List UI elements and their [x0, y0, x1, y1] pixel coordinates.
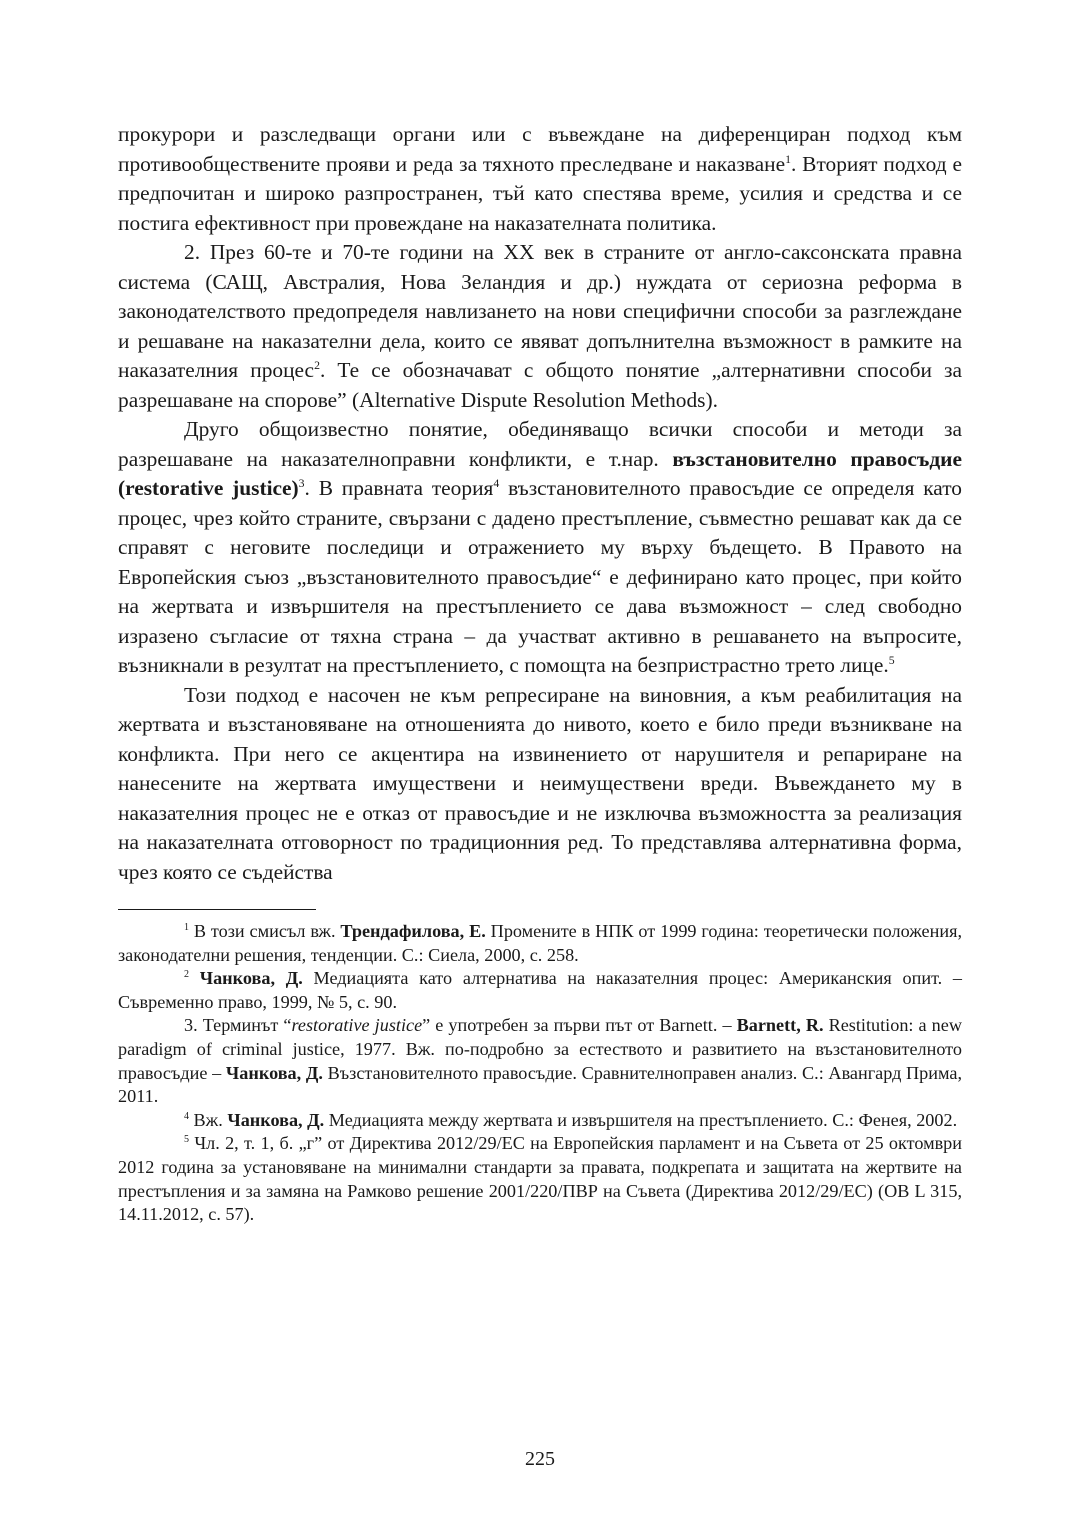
text-run [189, 968, 200, 988]
footnote-separator [118, 909, 316, 910]
text-run: възстановителното правосъдие се определя като процес, чрез който страните, свързани с дадено престъпление, съвместно решават как да се справят с неговите последици и отражението му върху бъдещето. В Правото на Европейския съюз „възстановителното правосъдие“ е дефинирано като процес, при който на жертвата и извършителя на престъплението се дава възможност – след свободно изразено съгласие от тяхна страна – да участват активно в решаването на въпросите, възникнали в резултат на престъплението, с помощта на безпристрастно трето лице. [118, 476, 962, 677]
text-run: прокурори и разследващи органи или с въвеждане на диференциран подход към противообществените прояви и реда за тяхното преследване и наказване [118, 122, 962, 176]
document-page [118, 120, 962, 1227]
paragraph-3 [118, 415, 962, 681]
paragraph-2 [118, 238, 962, 415]
text-run: 3. Терминът “ [184, 1015, 292, 1036]
text-run: Медиацията като алтернатива на наказателния процес: Американския опит. – Съвременно право, 1999, № 5, с. 90. [118, 968, 963, 1012]
text-run: Вж. [189, 1109, 228, 1130]
paragraph-1 [118, 120, 962, 238]
footnote-4 [118, 1109, 962, 1133]
bold-term: възстановително правосъдие (restorative justice) [118, 446, 962, 500]
footnote-3 [118, 1014, 962, 1108]
author-name: Чанкова, Д. [199, 968, 303, 989]
footnote-number: 1 [184, 921, 189, 933]
text-run: . Вторият подход е предпочитан и широко разпространен, тъй като спестява време, усилия и средства и се постига ефективност при провеждане на наказателната политика. [118, 151, 963, 235]
text-run: Промените в НПК от 1999 година: теоретически положения, законодателни решения, тенденции. С.: Сиела, 2000, с. 258. [118, 921, 962, 965]
author-name: Barnett, R. [736, 1015, 824, 1036]
footnote-ref: 2 [314, 358, 320, 372]
footnote-1 [118, 920, 962, 967]
text-run: Друго общоизвестно понятие, обединяващо всички способи и методи за разрешаване на наказателноправни конфликти, е т.нар. [118, 417, 962, 471]
footnote-ref: 1 [785, 152, 791, 166]
text-run: ” е употребен за първи път от Barnett. – [422, 1015, 737, 1036]
text-run: Restitution: a new paradigm of criminal justice, 1977. Вж. по-подробно за естеството и развитието на възстановителното правосъдие – [118, 1015, 962, 1083]
text-run: Чл. 2, т. 1, б. „г” от Директива 2012/29/ЕС на Европейския парламент и на Съвета от 25 октомври 2012 година за установяване на минимални стандарти за правата, подкрепата и защитата на жертвите на престъпления и за замяна на Рамково решение 2001/220/ПВР на Съвета (Директива 2012/29/ЕС) (ОВ L 315, 14.11.2012, с. 57). [118, 1133, 962, 1225]
italic-term: restorative justice [291, 1015, 423, 1036]
text-run: Този подход е насочен не към репресиране на виновния, а към реабилитация на жертвата и възстановяване на отношенията до нивото, което е било преди възникване на конфликта. При него се акцентира на извинението от нарушителя и репариране на нанесените на жертвата имуществени и неимуществени вреди. Въвеждането му в наказателния процес не е отказ от правосъдие и не изключва възможността за реализация на наказателната отговорност по традиционния ред. То представлява алтернативна форма, чрез която се съдейства [118, 682, 962, 884]
main-text [118, 120, 962, 887]
page-number: 225 [525, 1448, 555, 1470]
author-name: Трендафилова, Е. [340, 921, 486, 941]
footnote-number: 4 [184, 1110, 189, 1122]
footnote-ref: 3 [298, 476, 305, 490]
text-run: . В правната теория [304, 476, 494, 500]
author-name: Чанкова, Д. [225, 1062, 323, 1083]
footnote-number: 2 [184, 969, 189, 981]
footnotes [118, 920, 962, 1227]
footnote-ref: 4 [493, 476, 500, 490]
footnote-2 [118, 967, 962, 1014]
text-run: В този смисъл вж. [189, 921, 341, 941]
text-run: . Те се обозначават с общото понятие „алтернативни способи за разрешаване на спорове” (Alternative Dispute Resolution Methods). [118, 358, 962, 412]
paragraph-4 [118, 681, 962, 888]
footnote-5 [118, 1132, 962, 1226]
author-name: Чанкова, Д. [227, 1109, 325, 1130]
text-run: Възстановителното правосъдие. Сравнителноправен анализ. С.: Авангард Прима, 2011. [118, 1062, 963, 1107]
footnote-ref: 5 [888, 653, 895, 667]
text-run: 2. През 60-те и 70-те години на ХХ век в страните от англо-саксонската правна система (САЩ, Австралия, Нова Зеландия и др.) нуждата от сериозна реформа в законодателството предопределя навлизането на нови специфични способи за разглеждане и решаване на наказателни дела, които се явяват допълнителна възможност в рамките на наказателния процес [118, 240, 962, 382]
text-run: Медиацията между жертвата и извършителя на престъплението. С.: Фенея, 2002. [324, 1109, 958, 1130]
footnote-number: 5 [184, 1134, 189, 1146]
